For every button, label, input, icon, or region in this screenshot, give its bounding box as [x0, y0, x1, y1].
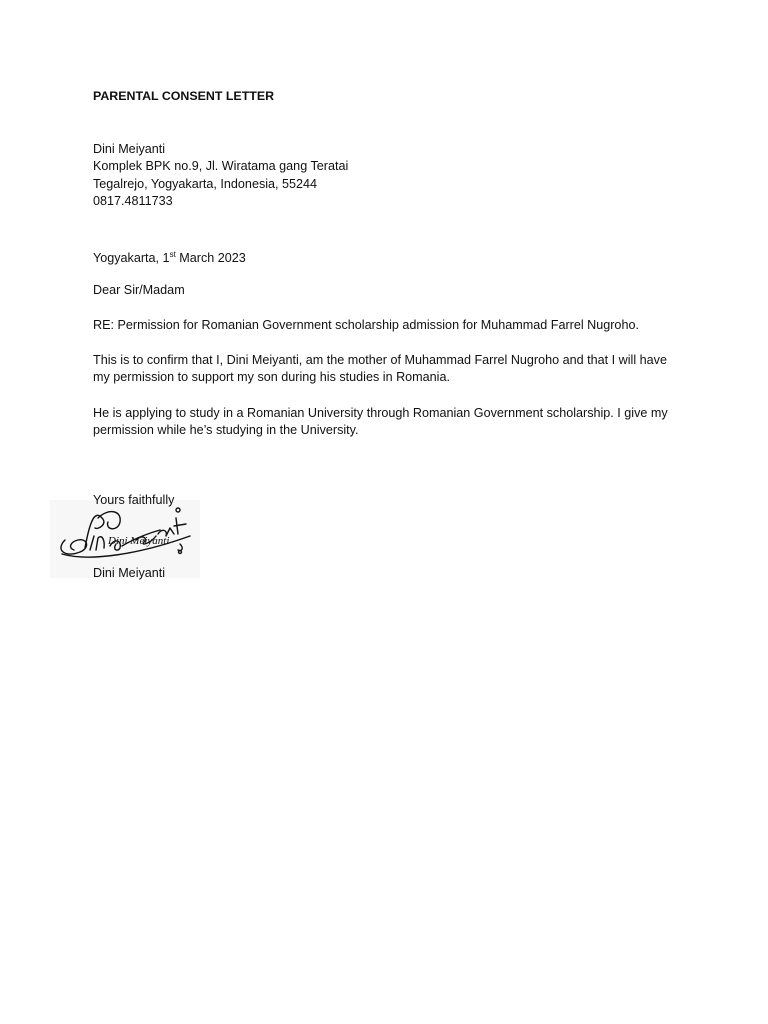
body-paragraph-1: This is to confirm that I, Dini Meiyanti, am the mother of Muhammad Farrel Nugroho and that I will have my permission to support my son during his studies in Romania.: [93, 353, 667, 384]
letter-date: [93, 246, 246, 267]
sender-address-line1: Komplek BPK no.9, Jl. Wiratama gang Teratai: [93, 159, 349, 173]
sender-name: Dini Meiyanti: [93, 142, 166, 156]
letter-title: PARENTAL CONSENT LETTER: [93, 89, 275, 103]
date-suffix: March 2023: [175, 251, 246, 266]
date-prefix: Yogyakarta, 1: [93, 251, 170, 266]
sender-phone: 0817.4811733: [93, 194, 173, 208]
salutation: Dear Sir/Madam: [93, 283, 185, 297]
body-paragraph-2: He is applying to study in a Romanian University through Romanian Government scholarship. I give my permission while he’s studying in the University.: [93, 406, 668, 437]
subject-line: RE: Permission for Romanian Government scholarship admission for Muhammad Farrel Nugroho.: [93, 318, 639, 332]
date-superscript: st: [169, 250, 176, 259]
sender-address-line2: Tegalrejo, Yogyakarta, Indonesia, 55244: [93, 177, 318, 191]
signatory-name: Dini Meiyanti: [93, 566, 166, 580]
closing: Yours faithfully: [93, 493, 175, 507]
signature-script-text: Dini Meiyanti: [108, 535, 170, 547]
